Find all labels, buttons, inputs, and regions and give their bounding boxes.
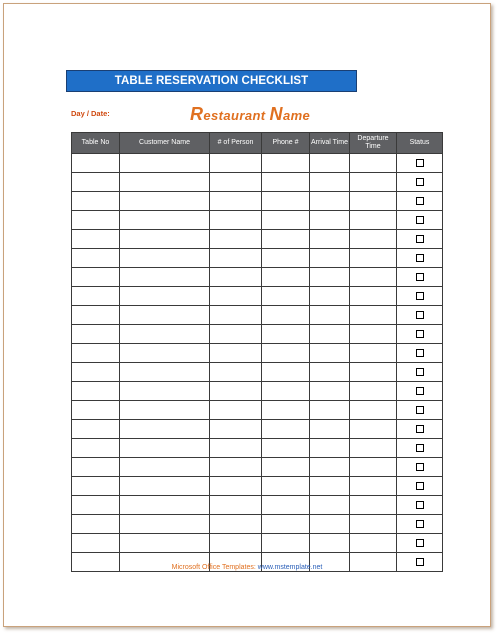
table-row	[72, 287, 443, 306]
arrival-time-cell[interactable]	[310, 439, 350, 458]
customer-name-cell[interactable]	[120, 325, 210, 344]
table-row	[72, 249, 443, 268]
status-checkbox[interactable]	[416, 444, 424, 452]
customer-name-cell[interactable]	[120, 173, 210, 192]
num-persons-cell[interactable]	[210, 154, 262, 173]
table-row	[72, 325, 443, 344]
status-checkbox[interactable]	[416, 330, 424, 338]
col-header-customer-name: Customer Name	[120, 133, 210, 154]
table-row	[72, 382, 443, 401]
table-row	[72, 420, 443, 439]
departure-time-cell[interactable]	[350, 515, 397, 534]
status-checkbox[interactable]	[416, 482, 424, 490]
num-persons-cell[interactable]	[210, 268, 262, 287]
phone-cell[interactable]	[262, 211, 310, 230]
table-no-cell[interactable]	[72, 477, 120, 496]
status-cell	[397, 515, 443, 534]
num-persons-cell[interactable]	[210, 363, 262, 382]
num-persons-cell[interactable]	[210, 534, 262, 553]
status-cell	[397, 173, 443, 192]
status-checkbox[interactable]	[416, 349, 424, 357]
departure-time-cell[interactable]	[350, 192, 397, 211]
status-cell	[397, 534, 443, 553]
table-row	[72, 173, 443, 192]
phone-cell[interactable]	[262, 230, 310, 249]
status-cell	[397, 401, 443, 420]
status-cell	[397, 154, 443, 173]
phone-cell[interactable]	[262, 382, 310, 401]
phone-cell[interactable]	[262, 154, 310, 173]
num-persons-cell[interactable]	[210, 211, 262, 230]
arrival-time-cell[interactable]	[310, 534, 350, 553]
arrival-time-cell[interactable]	[310, 344, 350, 363]
customer-name-cell[interactable]	[120, 249, 210, 268]
table-row	[72, 458, 443, 477]
customer-name-cell[interactable]	[120, 192, 210, 211]
arrival-time-cell[interactable]	[310, 268, 350, 287]
num-persons-cell[interactable]	[210, 249, 262, 268]
status-cell	[397, 420, 443, 439]
phone-cell[interactable]	[262, 249, 310, 268]
arrival-time-cell[interactable]	[310, 496, 350, 515]
table-no-cell[interactable]	[72, 306, 120, 325]
table-row	[72, 477, 443, 496]
departure-time-cell[interactable]	[350, 458, 397, 477]
status-checkbox[interactable]	[416, 273, 424, 281]
status-checkbox[interactable]	[416, 311, 424, 319]
departure-time-cell[interactable]	[350, 534, 397, 553]
table-row	[72, 344, 443, 363]
departure-time-cell[interactable]	[350, 496, 397, 515]
departure-time-cell[interactable]	[350, 306, 397, 325]
departure-time-cell[interactable]	[350, 382, 397, 401]
table-row	[72, 268, 443, 287]
customer-name-cell[interactable]	[120, 287, 210, 306]
customer-name-cell[interactable]	[120, 382, 210, 401]
table-row	[72, 306, 443, 325]
num-persons-cell[interactable]	[210, 306, 262, 325]
table-no-cell[interactable]	[72, 420, 120, 439]
phone-cell[interactable]	[262, 306, 310, 325]
num-persons-cell[interactable]	[210, 477, 262, 496]
arrival-time-cell[interactable]	[310, 420, 350, 439]
table-row	[72, 439, 443, 458]
status-checkbox[interactable]	[416, 387, 424, 395]
num-persons-cell[interactable]	[210, 439, 262, 458]
arrival-time-cell[interactable]	[310, 173, 350, 192]
num-persons-cell[interactable]	[210, 230, 262, 249]
table-no-cell[interactable]	[72, 363, 120, 382]
status-cell	[397, 249, 443, 268]
customer-name-cell[interactable]	[120, 268, 210, 287]
phone-cell[interactable]	[262, 534, 310, 553]
table-no-cell[interactable]	[72, 534, 120, 553]
departure-time-cell[interactable]	[350, 401, 397, 420]
num-persons-cell[interactable]	[210, 401, 262, 420]
phone-cell[interactable]	[262, 287, 310, 306]
document-page	[3, 3, 491, 627]
status-checkbox[interactable]	[416, 178, 424, 186]
customer-name-cell[interactable]	[120, 420, 210, 439]
phone-cell[interactable]	[262, 420, 310, 439]
customer-name-cell[interactable]	[120, 363, 210, 382]
arrival-time-cell[interactable]	[310, 325, 350, 344]
table-body	[72, 154, 443, 572]
arrival-time-cell[interactable]	[310, 382, 350, 401]
col-header-arrival-time: Arrival Time	[310, 133, 350, 154]
status-cell	[397, 268, 443, 287]
table-row	[72, 192, 443, 211]
status-checkbox[interactable]	[416, 254, 424, 262]
arrival-time-cell[interactable]	[310, 401, 350, 420]
departure-time-cell[interactable]	[350, 420, 397, 439]
status-cell	[397, 287, 443, 306]
col-header-departure-time: Departure Time	[350, 133, 397, 154]
departure-time-cell[interactable]	[350, 477, 397, 496]
col-header-num-persons: # of Person	[210, 133, 262, 154]
table-no-cell[interactable]	[72, 211, 120, 230]
status-cell	[397, 344, 443, 363]
customer-name-cell[interactable]	[120, 306, 210, 325]
departure-time-cell[interactable]	[350, 287, 397, 306]
table-no-cell[interactable]	[72, 496, 120, 515]
phone-cell[interactable]	[262, 173, 310, 192]
departure-time-cell[interactable]	[350, 325, 397, 344]
num-persons-cell[interactable]	[210, 496, 262, 515]
status-checkbox[interactable]	[416, 463, 424, 471]
phone-cell[interactable]	[262, 439, 310, 458]
customer-name-cell[interactable]	[120, 154, 210, 173]
status-checkbox[interactable]	[416, 368, 424, 376]
footer-link[interactable]: www.mstemplate.net	[257, 564, 323, 571]
phone-cell[interactable]	[262, 192, 310, 211]
status-checkbox[interactable]	[416, 235, 424, 243]
col-header-table-no: Table No	[72, 133, 120, 154]
table-no-cell[interactable]	[72, 268, 120, 287]
customer-name-cell[interactable]	[120, 230, 210, 249]
status-cell	[397, 477, 443, 496]
arrival-time-cell[interactable]	[310, 515, 350, 534]
table-no-cell[interactable]	[72, 325, 120, 344]
table-no-cell[interactable]	[72, 230, 120, 249]
customer-name-cell[interactable]	[120, 211, 210, 230]
departure-time-cell[interactable]	[350, 249, 397, 268]
customer-name-cell[interactable]	[120, 439, 210, 458]
table-row	[72, 211, 443, 230]
phone-cell[interactable]	[262, 401, 310, 420]
customer-name-cell[interactable]	[120, 401, 210, 420]
status-checkbox[interactable]	[416, 539, 424, 547]
departure-time-cell[interactable]	[350, 211, 397, 230]
arrival-time-cell[interactable]	[310, 249, 350, 268]
status-cell	[397, 211, 443, 230]
table-no-cell[interactable]	[72, 344, 120, 363]
status-checkbox[interactable]	[416, 520, 424, 528]
phone-cell[interactable]	[262, 458, 310, 477]
table-row	[72, 534, 443, 553]
num-persons-cell[interactable]	[210, 325, 262, 344]
table-row	[72, 363, 443, 382]
status-cell	[397, 382, 443, 401]
table-no-cell[interactable]	[72, 439, 120, 458]
num-persons-cell[interactable]	[210, 458, 262, 477]
phone-cell[interactable]	[262, 496, 310, 515]
arrival-time-cell[interactable]	[310, 211, 350, 230]
table-row	[72, 496, 443, 515]
status-cell	[397, 439, 443, 458]
customer-name-cell[interactable]	[120, 344, 210, 363]
departure-time-cell[interactable]	[350, 268, 397, 287]
table-no-cell[interactable]	[72, 173, 120, 192]
num-persons-cell[interactable]	[210, 382, 262, 401]
table-no-cell[interactable]	[72, 154, 120, 173]
footer	[4, 564, 490, 571]
num-persons-cell[interactable]	[210, 173, 262, 192]
arrival-time-cell[interactable]	[310, 306, 350, 325]
phone-cell[interactable]	[262, 268, 310, 287]
status-cell	[397, 363, 443, 382]
phone-cell[interactable]	[262, 325, 310, 344]
num-persons-cell[interactable]	[210, 287, 262, 306]
status-checkbox[interactable]	[416, 406, 424, 414]
status-checkbox[interactable]	[416, 425, 424, 433]
table-no-cell[interactable]	[72, 458, 120, 477]
col-header-phone: Phone #	[262, 133, 310, 154]
restaurant-name-initial-2: N	[269, 104, 283, 124]
status-checkbox[interactable]	[416, 501, 424, 509]
restaurant-name	[190, 104, 310, 125]
restaurant-name-part-2: ame	[282, 108, 311, 123]
status-cell	[397, 230, 443, 249]
table-row	[72, 154, 443, 173]
departure-time-cell[interactable]	[350, 154, 397, 173]
num-persons-cell[interactable]	[210, 515, 262, 534]
status-cell	[397, 325, 443, 344]
status-checkbox[interactable]	[416, 292, 424, 300]
num-persons-cell[interactable]	[210, 192, 262, 211]
table-row	[72, 515, 443, 534]
departure-time-cell[interactable]	[350, 230, 397, 249]
arrival-time-cell[interactable]	[310, 230, 350, 249]
num-persons-cell[interactable]	[210, 344, 262, 363]
reservation-table	[71, 132, 443, 572]
customer-name-cell[interactable]	[120, 496, 210, 515]
departure-time-cell[interactable]	[350, 439, 397, 458]
status-cell	[397, 458, 443, 477]
departure-time-cell[interactable]	[350, 173, 397, 192]
phone-cell[interactable]	[262, 344, 310, 363]
customer-name-cell[interactable]	[120, 534, 210, 553]
table-no-cell[interactable]	[72, 401, 120, 420]
customer-name-cell[interactable]	[120, 458, 210, 477]
table-no-cell[interactable]	[72, 249, 120, 268]
status-cell	[397, 306, 443, 325]
status-checkbox[interactable]	[416, 216, 424, 224]
departure-time-cell[interactable]	[350, 363, 397, 382]
arrival-time-cell[interactable]	[310, 287, 350, 306]
table-row	[72, 401, 443, 420]
phone-cell[interactable]	[262, 363, 310, 382]
arrival-time-cell[interactable]	[310, 477, 350, 496]
table-no-cell[interactable]	[72, 192, 120, 211]
day-date-label: Day / Date:	[71, 109, 110, 118]
departure-time-cell[interactable]	[350, 344, 397, 363]
num-persons-cell[interactable]	[210, 420, 262, 439]
arrival-time-cell[interactable]	[310, 154, 350, 173]
footer-label: Microsoft Office Templates:	[171, 564, 256, 571]
table-no-cell[interactable]	[72, 382, 120, 401]
status-checkbox[interactable]	[416, 159, 424, 167]
phone-cell[interactable]	[262, 515, 310, 534]
col-header-status: Status	[397, 133, 443, 154]
status-checkbox[interactable]	[416, 197, 424, 205]
table-no-cell[interactable]	[72, 287, 120, 306]
arrival-time-cell[interactable]	[310, 458, 350, 477]
table-header-row	[72, 133, 443, 154]
arrival-time-cell[interactable]	[310, 192, 350, 211]
table-row	[72, 230, 443, 249]
status-cell	[397, 192, 443, 211]
restaurant-name-initial-1: R	[190, 104, 204, 124]
status-cell	[397, 496, 443, 515]
phone-cell[interactable]	[262, 477, 310, 496]
table-no-cell[interactable]	[72, 515, 120, 534]
customer-name-cell[interactable]	[120, 477, 210, 496]
page-title: TABLE RESERVATION CHECKLIST	[66, 70, 357, 92]
arrival-time-cell[interactable]	[310, 363, 350, 382]
customer-name-cell[interactable]	[120, 515, 210, 534]
restaurant-name-part-1: estaurant	[203, 108, 270, 123]
